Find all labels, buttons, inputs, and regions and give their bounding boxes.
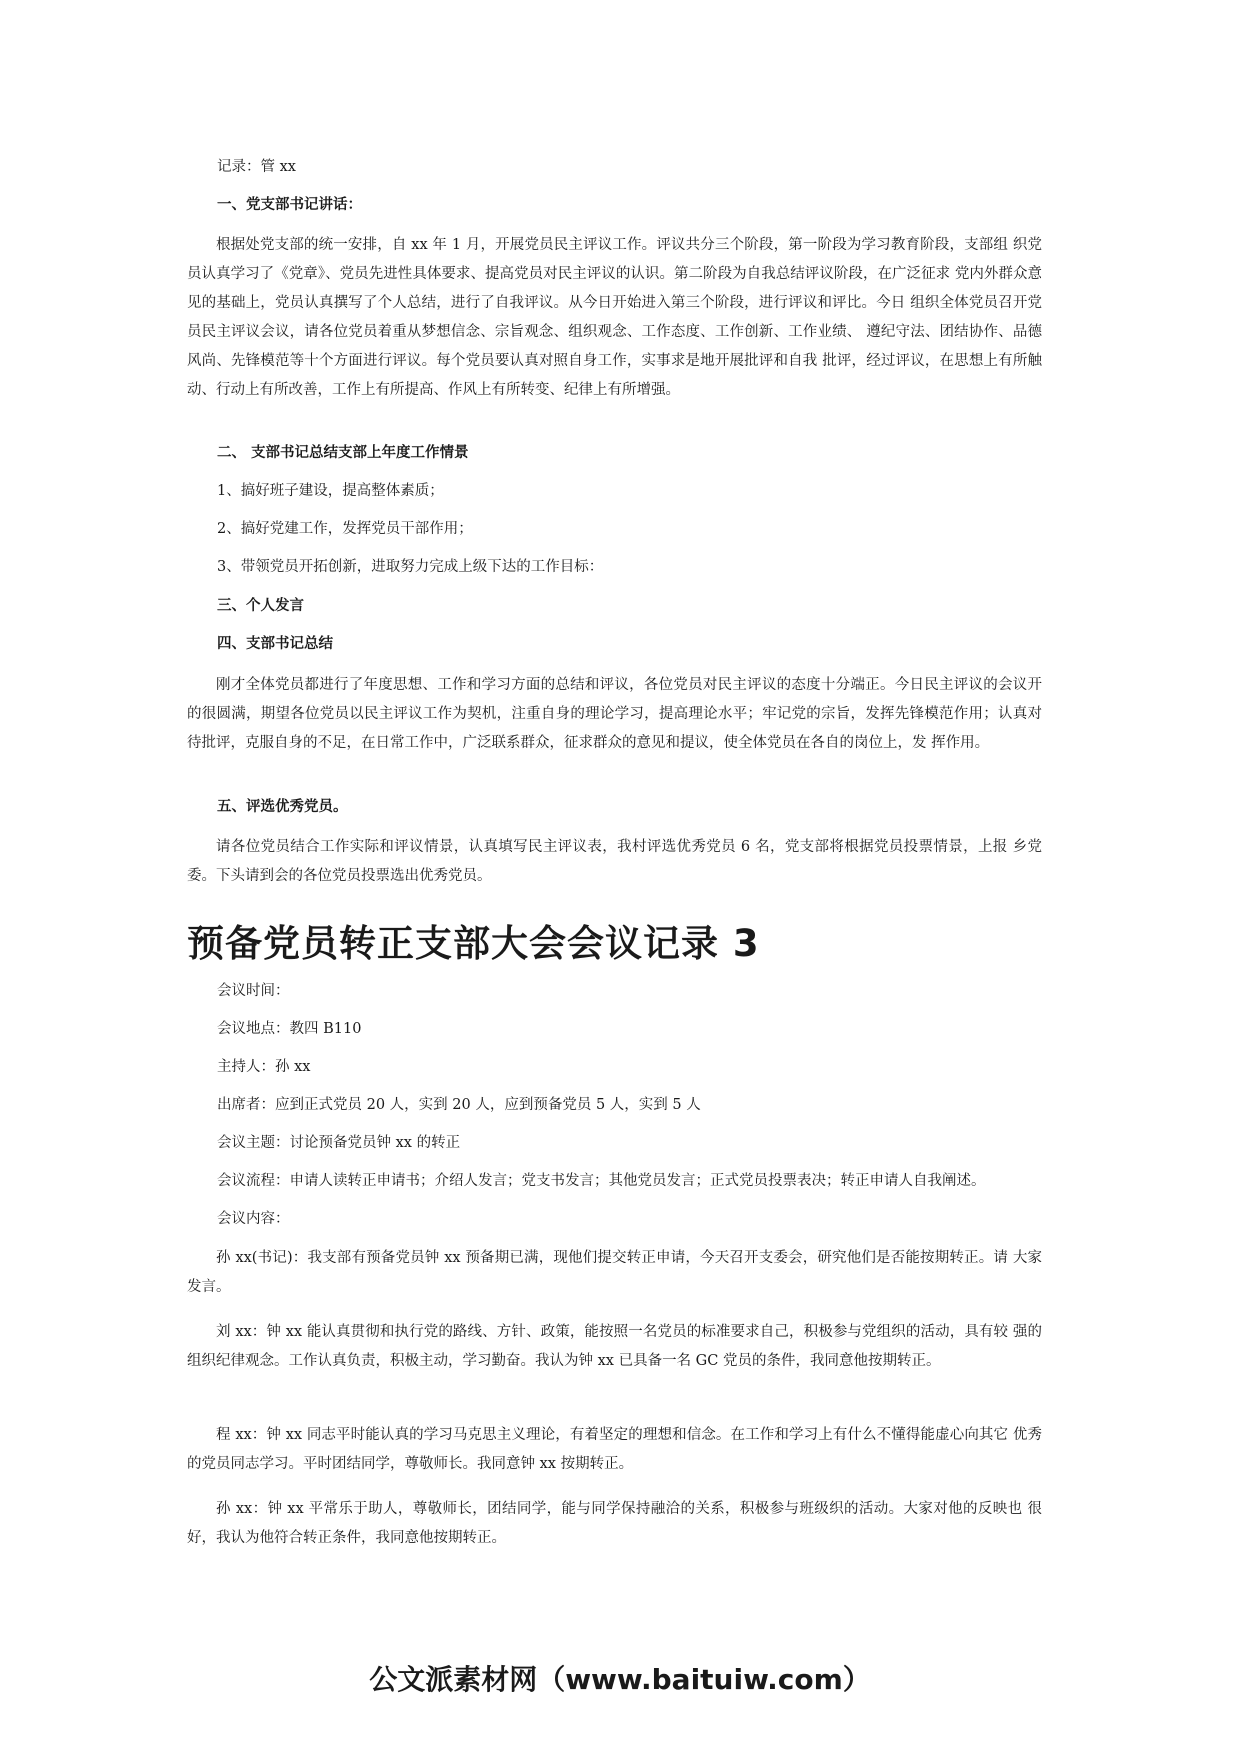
section5-heading: 五、评选优秀党员。 bbox=[217, 798, 348, 815]
meeting-attendees: 出席者：应到正式党员 20 人，实到 20 人，应到预备党员 5 人，实到 5 人 bbox=[217, 1097, 701, 1113]
speech-1: 孙 xx(书记)：我支部有预备党员钟 xx 预备期已满，现他们提交转正申请，今天召开支委会，研究他们是否能按期转正。请 大家发言。 bbox=[187, 1250, 1042, 1295]
document-title: 预备党员转正支部大会会议记录 3 bbox=[187, 922, 760, 965]
speech-3: 程 xx：钟 xx 同志平时能认真的学习马克思主义理论，有着坚定的理想和信念。在工作和学习上有什么不懂得能虚心向其它 优秀的党员同志学习。平时团结同学，尊敬师长。我同意钟 xx 按期转正。 bbox=[187, 1427, 1042, 1472]
section4-heading: 四、支部书记总结 bbox=[217, 635, 333, 652]
section2-item-1: 1、搞好班子建设，提高整体素质； bbox=[217, 483, 444, 499]
section2-item-2: 2、搞好党建工作，发挥党员干部作用； bbox=[217, 521, 473, 537]
meeting-content-label: 会议内容： bbox=[217, 1211, 290, 1227]
meeting-time: 会议时间： bbox=[217, 983, 290, 999]
meeting-process: 会议流程：申请人读转正申请书；介绍人发言；党支书发言；其他党员发言；正式党员投票表决；转正申请人自我阐述。 bbox=[217, 1173, 986, 1189]
section4-body: 刚才全体党员都进行了年度思想、工作和学习方面的总结和评议，各位党员对民主评议的态度十分端正。今日民主评议的会议开的很圆满，期望各位党员以民主评议工作为契机，注重自身的理论学习，提高理论水平；牢记党的宗旨，发挥先锋模范作用；认真对待批评，克服自身的不足，在日常工作中，广泛联系群众，征求群众的意见和提议，使全体党员在各自的岗位上，发 挥作用。 bbox=[187, 677, 1042, 751]
footer-watermark: 公文派素材网（www.baituiw.com） bbox=[369, 1663, 871, 1696]
section3-heading: 三、个人发言 bbox=[217, 597, 304, 614]
meeting-place: 会议地点：教四 B110 bbox=[217, 1021, 362, 1037]
section5-body: 请各位党员结合工作实际和评议情景，认真填写民主评议表，我村评选优秀党员 6 名，党支部将根据党员投票情景，上报 乡党委。下头请到会的各位党员投票选出优秀党员。 bbox=[187, 839, 1042, 884]
section1-body: 根据处党支部的统一安排，自 xx 年 1 月，开展党员民主评议工作。评议共分三个阶段，第一阶段为学习教育阶段，支部组 织党员认真学习了《党章》、党员先进性具体要求、提高党员对民主评议的认识。第二阶段为自我总结评议阶段，在广泛征求 党内外群众意见的基础上，党员认真撰写了个人总结，进行了自我评议。从今日开始进入第三个阶段，进行评议和评比。今日 组织全体党员召开党员民主评议会议，请各位党员着重从梦想信念、宗旨观念、组织观念、工作态度、工作创新、工作业绩、 遵纪守法、团结协作、品德风尚、先锋模范等十个方面进行评议。每个党员要认真对照自身工作，实事求是地开展批评和自我 批评，经过评议，在思想上有所触动、行动上有所改善，工作上有所提高、作风上有所转变、纪律上有所增强。 bbox=[187, 237, 1042, 398]
speech-4: 孙 xx：钟 xx 平常乐于助人，尊敬师长，团结同学，能与同学保持融洽的关系，积极参与班级织的活动。大家对他的反映也 很好，我认为他符合转正条件，我同意他按期转正。 bbox=[187, 1501, 1042, 1546]
record-line: 记录：管 xx bbox=[217, 159, 296, 175]
meeting-host: 主持人：孙 xx bbox=[217, 1059, 311, 1075]
section1-heading: 一、党支部书记讲话： bbox=[217, 196, 362, 213]
section2-heading: 二、 支部书记总结支部上年度工作情景 bbox=[217, 444, 469, 461]
section2-item-3: 3、带领党员开拓创新，进取努力完成上级下达的工作目标： bbox=[217, 559, 604, 575]
meeting-topic: 会议主题：讨论预备党员钟 xx 的转正 bbox=[217, 1135, 461, 1151]
speech-2: 刘 xx：钟 xx 能认真贯彻和执行党的路线、方针、政策，能按照一名党员的标准要求自己，积极参与党组织的活动，具有较 强的组织纪律观念。工作认真负责，积极主动，学习勤奋。我认为钟 xx 已具备一名 GC 党员的条件，我同意他按期转正。 bbox=[187, 1324, 1042, 1369]
